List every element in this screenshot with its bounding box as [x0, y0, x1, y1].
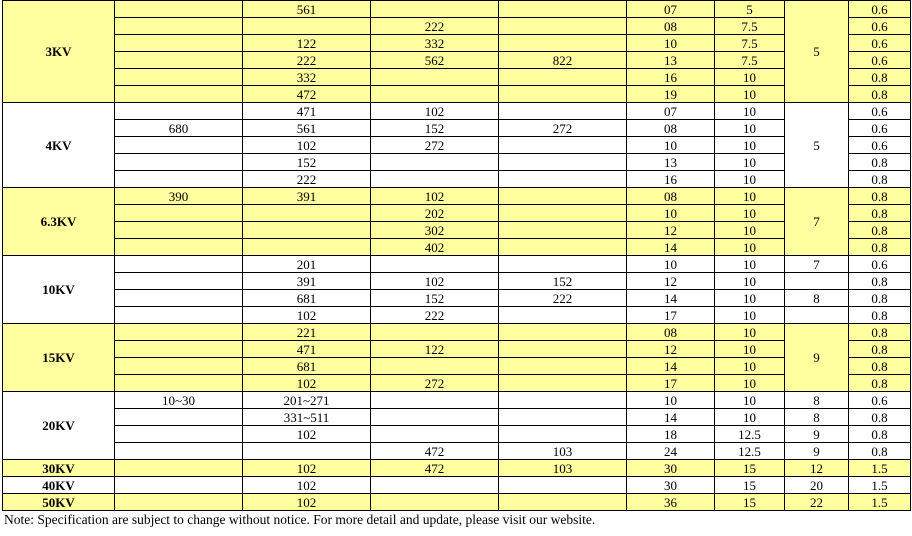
cell-c5: 14 [627, 358, 715, 375]
cell-c5: 12 [627, 273, 715, 290]
cell-c6: 10 [715, 307, 785, 324]
cell-c3: 402 [371, 239, 499, 256]
cell-c8: 0.8 [849, 324, 911, 341]
cell-c3: 152 [371, 290, 499, 307]
cell-c7: 22 [785, 494, 849, 511]
cell-c6: 10 [715, 290, 785, 307]
table-row [3, 69, 911, 86]
cell-c7: 20 [785, 477, 849, 494]
cell-c2: 471 [243, 341, 371, 358]
cell-c1 [115, 375, 243, 392]
voltage-label: 4KV [3, 103, 115, 188]
cell-c1 [115, 222, 243, 239]
footer-note: Note: Specification are subject to change without notice. For more detail and update, please visit our website. [4, 512, 596, 527]
cell-c6: 7.5 [715, 52, 785, 69]
voltage-label: 10KV [3, 256, 115, 324]
cell-c2: 201~271 [243, 392, 371, 409]
cell-c1 [115, 256, 243, 273]
cell-c4 [499, 18, 627, 35]
cell-c5: 24 [627, 443, 715, 460]
cell-c4: 103 [499, 443, 627, 460]
cell-c5: 17 [627, 375, 715, 392]
cell-c1 [115, 409, 243, 426]
cell-c1 [115, 154, 243, 171]
cell-c1: 680 [115, 120, 243, 137]
cell-c6: 7.5 [715, 18, 785, 35]
cell-c1 [115, 443, 243, 460]
table-row [3, 52, 911, 69]
cell-c8: 0.8 [849, 375, 911, 392]
cell-c4 [499, 307, 627, 324]
voltage-label: 3KV [3, 1, 115, 103]
cell-c2: 221 [243, 324, 371, 341]
cell-c8: 0.8 [849, 358, 911, 375]
cell-c3: 202 [371, 205, 499, 222]
cell-c5: 14 [627, 290, 715, 307]
cell-c5: 18 [627, 426, 715, 443]
cell-c7: 12 [785, 460, 849, 477]
cell-c5: 13 [627, 154, 715, 171]
table-row [3, 426, 911, 443]
voltage-label: 6.3KV [3, 188, 115, 256]
cell-c8: 0.6 [849, 52, 911, 69]
cell-c6: 10 [715, 358, 785, 375]
cell-c8: 0.8 [849, 409, 911, 426]
cell-c6: 10 [715, 392, 785, 409]
cell-c4 [499, 137, 627, 154]
cell-c4 [499, 86, 627, 103]
cell-c2: 222 [243, 171, 371, 188]
cell-c4 [499, 171, 627, 188]
cell-c6: 15 [715, 494, 785, 511]
cell-c4 [499, 375, 627, 392]
cell-c4 [499, 222, 627, 239]
table-row [3, 171, 911, 188]
cell-c8: 1.5 [849, 494, 911, 511]
cell-c8: 0.6 [849, 1, 911, 18]
cell-c5: 07 [627, 103, 715, 120]
cell-c6: 10 [715, 171, 785, 188]
cell-c2: 561 [243, 1, 371, 18]
cell-c8: 0.8 [849, 341, 911, 358]
cell-c1 [115, 341, 243, 358]
specification-table [2, 0, 911, 511]
voltage-label: 20KV [3, 392, 115, 460]
cell-c8: 0.8 [849, 69, 911, 86]
cell-c5: 08 [627, 324, 715, 341]
cell-c5: 10 [627, 137, 715, 154]
table-row [3, 375, 911, 392]
cell-c1 [115, 35, 243, 52]
cell-c8: 1.5 [849, 460, 911, 477]
table-row [3, 103, 911, 120]
cell-c4: 222 [499, 290, 627, 307]
cell-c6: 10 [715, 222, 785, 239]
table-row [3, 358, 911, 375]
cell-c6: 10 [715, 324, 785, 341]
table-row [3, 443, 911, 460]
cell-c6: 10 [715, 188, 785, 205]
cell-c3 [371, 324, 499, 341]
cell-c6: 10 [715, 154, 785, 171]
cell-c2 [243, 205, 371, 222]
cell-c3 [371, 494, 499, 511]
cell-c4 [499, 205, 627, 222]
cell-c8: 0.8 [849, 273, 911, 290]
cell-c2: 102 [243, 426, 371, 443]
cell-c4 [499, 426, 627, 443]
cell-c1: 10~30 [115, 392, 243, 409]
cell-c6: 10 [715, 205, 785, 222]
cell-c8: 0.6 [849, 18, 911, 35]
cell-c5: 12 [627, 222, 715, 239]
table-row [3, 137, 911, 154]
table-row [3, 324, 911, 341]
cell-c3 [371, 1, 499, 18]
cell-c6: 5 [715, 1, 785, 18]
table-row [3, 1, 911, 18]
cell-c6: 10 [715, 120, 785, 137]
cell-c3: 122 [371, 341, 499, 358]
cell-c4 [499, 103, 627, 120]
cell-c5: 16 [627, 171, 715, 188]
cell-c1 [115, 273, 243, 290]
cell-c5: 10 [627, 392, 715, 409]
cell-c3: 272 [371, 375, 499, 392]
cell-c1 [115, 86, 243, 103]
table-row [3, 188, 911, 205]
table-row [3, 290, 911, 307]
table-row [3, 409, 911, 426]
cell-c3 [371, 86, 499, 103]
cell-c1 [115, 494, 243, 511]
cell-c4 [499, 494, 627, 511]
table-row [3, 341, 911, 358]
cell-c2: 122 [243, 35, 371, 52]
cell-c5: 16 [627, 69, 715, 86]
cell-c8: 0.6 [849, 137, 911, 154]
cell-c2 [243, 18, 371, 35]
cell-c6: 10 [715, 86, 785, 103]
cell-c4: 272 [499, 120, 627, 137]
cell-c3 [371, 154, 499, 171]
cell-c5: 10 [627, 205, 715, 222]
voltage-label: 40KV [3, 477, 115, 494]
cell-c3 [371, 477, 499, 494]
cell-c6: 15 [715, 477, 785, 494]
table-row [3, 120, 911, 137]
cell-c5: 36 [627, 494, 715, 511]
cell-c7-merged: 7 [785, 188, 849, 256]
cell-c6: 10 [715, 103, 785, 120]
cell-c4 [499, 154, 627, 171]
cell-c8: 0.6 [849, 120, 911, 137]
cell-c6: 10 [715, 256, 785, 273]
voltage-label: 50KV [3, 494, 115, 511]
cell-c1 [115, 460, 243, 477]
cell-c5: 08 [627, 120, 715, 137]
cell-c3 [371, 409, 499, 426]
cell-c5: 19 [627, 86, 715, 103]
cell-c5: 14 [627, 409, 715, 426]
cell-c3: 222 [371, 18, 499, 35]
table-row [3, 307, 911, 324]
cell-c6: 10 [715, 409, 785, 426]
cell-c4: 822 [499, 52, 627, 69]
cell-c8: 0.6 [849, 103, 911, 120]
cell-c1 [115, 205, 243, 222]
cell-c6: 10 [715, 273, 785, 290]
cell-c2: 332 [243, 69, 371, 86]
cell-c1 [115, 1, 243, 18]
cell-c3 [371, 69, 499, 86]
cell-c7 [785, 273, 849, 290]
cell-c1 [115, 290, 243, 307]
cell-c7-merged: 9 [785, 324, 849, 392]
cell-c2: 152 [243, 154, 371, 171]
cell-c2: 681 [243, 290, 371, 307]
cell-c5: 17 [627, 307, 715, 324]
cell-c8: 1.5 [849, 477, 911, 494]
cell-c5: 30 [627, 460, 715, 477]
cell-c6: 10 [715, 341, 785, 358]
cell-c1 [115, 324, 243, 341]
cell-c3: 102 [371, 188, 499, 205]
table-row [3, 222, 911, 239]
table-row [3, 494, 911, 511]
cell-c1: 390 [115, 188, 243, 205]
cell-c1 [115, 477, 243, 494]
cell-c2: 102 [243, 477, 371, 494]
cell-c8: 0.8 [849, 222, 911, 239]
cell-c1 [115, 103, 243, 120]
cell-c7: 7 [785, 256, 849, 273]
cell-c4 [499, 188, 627, 205]
cell-c1 [115, 171, 243, 188]
cell-c2: 561 [243, 120, 371, 137]
cell-c1 [115, 358, 243, 375]
cell-c2: 681 [243, 358, 371, 375]
cell-c2: 222 [243, 52, 371, 69]
cell-c3: 272 [371, 137, 499, 154]
cell-c1 [115, 69, 243, 86]
cell-c6: 15 [715, 460, 785, 477]
cell-c4 [499, 1, 627, 18]
cell-c2: 391 [243, 188, 371, 205]
cell-c7-merged: 5 [785, 103, 849, 188]
table-row [3, 392, 911, 409]
cell-c2: 391 [243, 273, 371, 290]
cell-c7: 9 [785, 443, 849, 460]
cell-c3 [371, 171, 499, 188]
table-row [3, 205, 911, 222]
cell-c3 [371, 392, 499, 409]
cell-c1 [115, 18, 243, 35]
cell-c2: 102 [243, 460, 371, 477]
cell-c8: 0.8 [849, 205, 911, 222]
table-row [3, 477, 911, 494]
cell-c2 [243, 239, 371, 256]
cell-c8: 0.8 [849, 290, 911, 307]
cell-c1 [115, 307, 243, 324]
table-row [3, 273, 911, 290]
cell-c2: 331~511 [243, 409, 371, 426]
cell-c8: 0.6 [849, 256, 911, 273]
cell-c8: 0.8 [849, 426, 911, 443]
cell-c4 [499, 358, 627, 375]
cell-c4 [499, 239, 627, 256]
cell-c3: 302 [371, 222, 499, 239]
cell-c3: 102 [371, 103, 499, 120]
cell-c4 [499, 341, 627, 358]
cell-c5: 07 [627, 1, 715, 18]
cell-c2 [243, 443, 371, 460]
cell-c8: 0.8 [849, 307, 911, 324]
table-row [3, 460, 911, 477]
table-body [3, 1, 911, 511]
cell-c5: 12 [627, 341, 715, 358]
cell-c7: 8 [785, 392, 849, 409]
cell-c1 [115, 137, 243, 154]
table-row [3, 35, 911, 52]
cell-c3: 102 [371, 273, 499, 290]
cell-c5: 08 [627, 18, 715, 35]
cell-c2: 201 [243, 256, 371, 273]
cell-c7: 8 [785, 290, 849, 307]
cell-c8: 0.8 [849, 239, 911, 256]
cell-c3: 562 [371, 52, 499, 69]
cell-c2: 102 [243, 137, 371, 154]
cell-c7 [785, 307, 849, 324]
cell-c4: 103 [499, 460, 627, 477]
cell-c2: 102 [243, 307, 371, 324]
cell-c8: 0.8 [849, 443, 911, 460]
cell-c3: 332 [371, 35, 499, 52]
cell-c6: 10 [715, 239, 785, 256]
cell-c2: 102 [243, 494, 371, 511]
cell-c8: 0.8 [849, 188, 911, 205]
cell-c3: 472 [371, 460, 499, 477]
cell-c3 [371, 358, 499, 375]
cell-c5: 14 [627, 239, 715, 256]
cell-c2: 471 [243, 103, 371, 120]
cell-c6: 7.5 [715, 35, 785, 52]
cell-c8: 0.6 [849, 35, 911, 52]
table-row [3, 239, 911, 256]
cell-c8: 0.8 [849, 171, 911, 188]
cell-c4 [499, 409, 627, 426]
cell-c5: 10 [627, 35, 715, 52]
cell-c7-merged: 5 [785, 1, 849, 103]
cell-c1 [115, 426, 243, 443]
cell-c3 [371, 426, 499, 443]
cell-c4 [499, 392, 627, 409]
cell-c6: 10 [715, 375, 785, 392]
cell-c3: 472 [371, 443, 499, 460]
cell-c2 [243, 222, 371, 239]
cell-c5: 30 [627, 477, 715, 494]
cell-c4 [499, 35, 627, 52]
cell-c6: 12.5 [715, 443, 785, 460]
cell-c5: 08 [627, 188, 715, 205]
cell-c4 [499, 69, 627, 86]
cell-c6: 10 [715, 69, 785, 86]
voltage-label: 15KV [3, 324, 115, 392]
cell-c2: 102 [243, 375, 371, 392]
cell-c5: 10 [627, 256, 715, 273]
cell-c7: 8 [785, 409, 849, 426]
cell-c8: 0.8 [849, 154, 911, 171]
cell-c5: 13 [627, 52, 715, 69]
cell-c6: 12.5 [715, 426, 785, 443]
cell-c4 [499, 477, 627, 494]
cell-c8: 0.8 [849, 86, 911, 103]
cell-c4 [499, 324, 627, 341]
table-row [3, 86, 911, 103]
table-row [3, 18, 911, 35]
table-row [3, 154, 911, 171]
cell-c8: 0.6 [849, 392, 911, 409]
cell-c3: 152 [371, 120, 499, 137]
cell-c3 [371, 256, 499, 273]
cell-c3: 222 [371, 307, 499, 324]
cell-c1 [115, 239, 243, 256]
cell-c6: 10 [715, 137, 785, 154]
voltage-label: 30KV [3, 460, 115, 477]
cell-c2: 472 [243, 86, 371, 103]
cell-c7: 9 [785, 426, 849, 443]
cell-c4: 152 [499, 273, 627, 290]
cell-c1 [115, 52, 243, 69]
cell-c4 [499, 256, 627, 273]
table-row [3, 256, 911, 273]
